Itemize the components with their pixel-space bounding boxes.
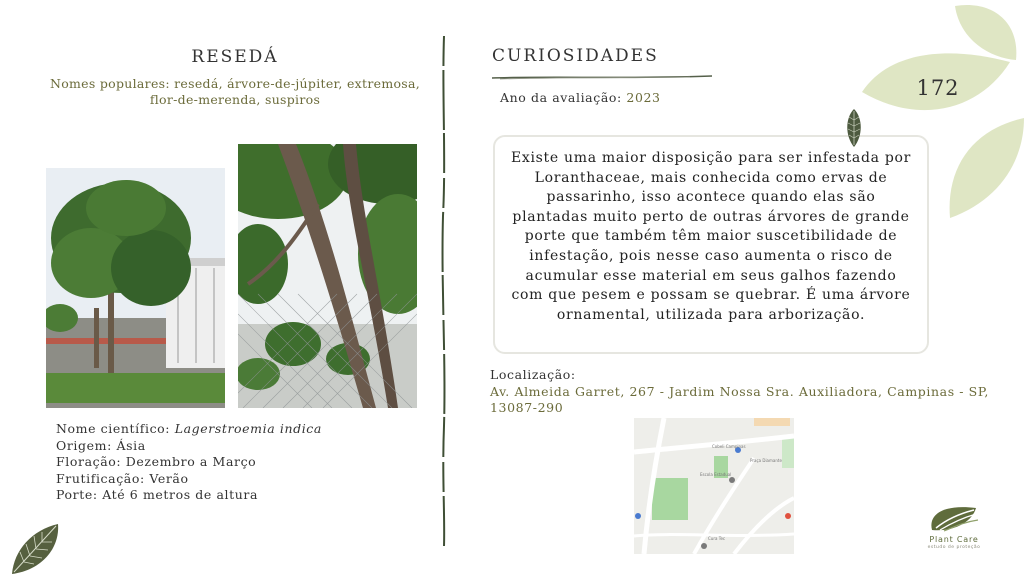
fruiting: Frutificação: Verão bbox=[56, 470, 189, 486]
plant-facts bbox=[56, 421, 322, 504]
evaluation-year bbox=[500, 90, 661, 105]
popular-names: Nomes populares: resedá, árvore-de-júpiter, extremosa, flor-de-merenda, suspiros bbox=[49, 76, 421, 107]
svg-text:Cura Tec: Cura Tec bbox=[708, 536, 726, 541]
evaluation-year-label: Ano da avaliação: bbox=[500, 90, 627, 105]
column-divider bbox=[437, 36, 451, 546]
page-number: 172 bbox=[916, 76, 960, 100]
svg-text:Escola Estadual: Escola Estadual bbox=[700, 472, 732, 477]
curiosities-heading: CURIOSIDADES bbox=[492, 46, 659, 66]
scientific-name-label: Nome científico: bbox=[56, 421, 175, 436]
tree-photo-trunk bbox=[238, 144, 417, 408]
flowering: Floração: Dezembro a Março bbox=[56, 454, 257, 469]
decorative-leaves bbox=[860, 0, 1024, 230]
heading-underline bbox=[490, 66, 716, 74]
evaluation-year-value: 2023 bbox=[626, 90, 661, 105]
leaf-icon bbox=[8, 520, 64, 576]
logo-name: Plant Care bbox=[929, 535, 979, 544]
svg-text:Praça Diamante: Praça Diamante bbox=[750, 458, 782, 463]
location-map bbox=[634, 418, 794, 554]
scientific-name bbox=[56, 421, 322, 438]
curiosities-text: Existe uma maior disposição para ser infestada por Loranthaceae, mais conhecida como ervas de passarinho, isso acontece quando elas são plantadas muito perto de outras árvores de grande porte que também têm maior suscetibilidade de infestação, pois nesse caso aumenta o risco de acumular esse material em seus galhos fazendo com que pesem e possam se quebrar. É uma árvore ornamental, utilizada para arborização. bbox=[510, 150, 911, 323]
tree-photo-street bbox=[46, 168, 225, 408]
plant-title: RESEDÁ bbox=[191, 47, 279, 67]
svg-text:Cobeli Campinas: Cobeli Campinas bbox=[712, 444, 746, 449]
location-label: Localização: bbox=[490, 367, 576, 382]
scientific-name-value: Lagerstroemia indica bbox=[174, 421, 322, 436]
origin: Origem: Ásia bbox=[56, 437, 146, 453]
logo-subtitle: estudo de proteção bbox=[927, 545, 981, 550]
location-address: Av. Almeida Garret, 267 - Jardim Nossa Sra. Auxiliadora, Campinas - SP, 13087-290 bbox=[490, 384, 989, 415]
size: Porte: Até 6 metros de altura bbox=[56, 487, 259, 502]
